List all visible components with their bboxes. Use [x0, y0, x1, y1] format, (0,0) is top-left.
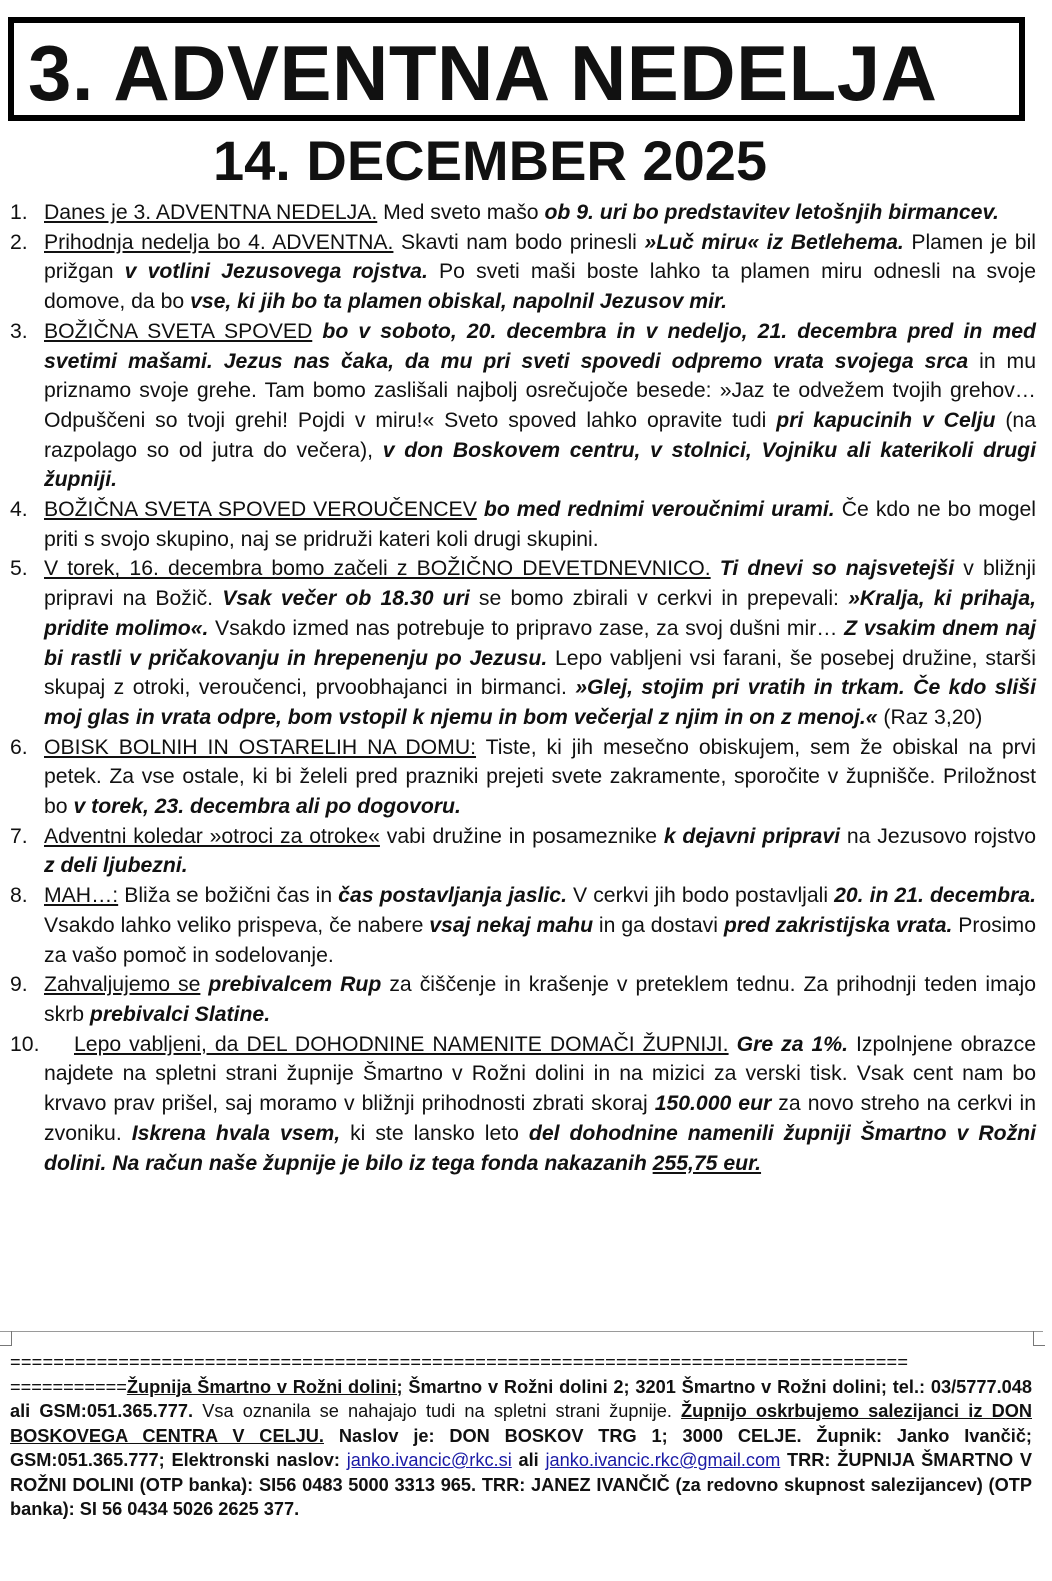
announcements-list — [10, 198, 1036, 1178]
item-heading: Adventni koledar »otroci za otroke« — [44, 824, 380, 848]
list-item: 10. Lepo vabljeni, da DEL DOHODNINE NAMENITE DOMAČI ŽUPNIJI. Gre za 1%. Izpolnjene obrazce najdete na spletni strani župnije Šmartno v Rožni dolini in na mizici za verski tisk. Vsak cent nam bo krvavo prav prišel, saj moramo v bližnji prihodnosti zbrati skoraj 150.000 eur za novo streho na cerkvi in zvoniku. Iskrena hvala vsem, ki ste lansko leto del dohodnine namenili župniji Šmartno v Rožni dolini. Na račun naše župnije je bilo iz tega fonda nakazanih 255,75 eur. — [10, 1030, 1036, 1179]
item-heading: OBISK BOLNIH IN OSTARELIH NA DOMU: — [44, 735, 477, 759]
website-info: Vsa oznanila se nahajajo tudi na spletni strani župnije. — [193, 1401, 682, 1421]
item-number: 4. — [10, 498, 28, 522]
item-number: 3. — [10, 319, 28, 343]
list-item: 5. V torek, 16. decembra bomo začeli z BOŽIČNO DEVETDNEVNICO. Ti dnevi so najsvetejši v bližnji pripravi na Božič. Vsak večer ob 18.30 uri se bomo zbirali v cerkvi in prepevali: »Kralja, ki prihaja, pridite molimo«. Vsakdo izmed nas potrebuje to pripravo zase, za svoj dušni mir… Z vsakim dnem naj bi rastli v pričakovanju in hrepenenju po Jezusu. Lepo vabljeni vsi farani, še posebej družine, starši skupaj z otroki, veroučenci, prvoobhajanci in birmanci. »Glej, stojim pri vratih in trkam. Če kdo sliši moj glas in vrata odpre, bom vstopil k njemu in bom večerjal z njim in on z menoj.« (Raz 3,20) — [10, 554, 1036, 732]
list-item: 7. Adventni koledar »otroci za otroke« vabi družine in posameznike k dejavni pripravi na Jezusovo rojstvo z deli ljubezni. — [10, 822, 1036, 881]
item-number: 5. — [10, 557, 28, 581]
item-number: 1. — [10, 201, 28, 224]
item-number: 9. — [10, 973, 28, 997]
title-box — [8, 17, 1025, 121]
page-title: 3. ADVENTNA NEDELJA — [28, 29, 938, 117]
page-date: 14. DECEMBER 2025 — [212, 129, 767, 192]
item-heading: Prihodnja nedelja bo 4. ADVENTNA. — [44, 230, 394, 254]
item-heading: Danes je 3. ADVENTNA NEDELJA. — [44, 201, 378, 224]
item-number: 2. — [10, 230, 28, 254]
address-info: Naslov je: DON BOSKOV TRG 1; 3000 CELJE. Župnik: Janko Ivančič; GSM:051.365.777; Elektronski naslov: — [10, 1425, 1032, 1470]
list-item: 4. BOŽIČNA SVETA SPOVED VEROUČENCEV bo med rednimi veroučnimi urami. Če kdo ne bo mogel priti s svojo skupino, naj se pridruži kateri koli drugi skupini. — [10, 495, 1036, 554]
margin-mark-right — [1033, 1331, 1045, 1346]
list-item: 1. Danes je 3. ADVENTNA NEDELJA. Med sveto mašo ob 9. uri bo predstavitev letošnjih birmancev. — [10, 198, 1036, 228]
bank-info: TRR: ŽUPNIJA ŠMARTNO V ROŽNI DOLINI (OTP banka): SI56 0483 5000 3313 965. TRR: JANEZ IVANČIČ (za redovno skupnost salezijancev) (OTP banka): SI 56 0434 5026 2625 377. — [10, 1450, 1032, 1519]
item-number: 8. — [10, 884, 28, 908]
page-divider — [0, 1331, 1043, 1332]
item-number: 10. — [10, 1032, 40, 1056]
separator-line-short: =========== — [10, 1376, 127, 1397]
email-link-2[interactable]: janko.ivancic.rkc@gmail.com — [545, 1450, 781, 1470]
list-item: 6. OBISK BOLNIH IN OSTARELIH NA DOMU: Tiste, ki jih mesečno obiskujem, sem že obiskal na prvi petek. Za vse ostale, ki bi želeli pred prazniki prejeti svete zakramente, sporočite v župnišče. Priložnost bo v torek, 23. decembra ali po dogovoru. — [10, 733, 1036, 822]
parish-contact: Šmartno v Rožni dolini 2; 3201 Šmartno v Rožni dolini; tel.: 03/5777.048 ali GSM:051.365.777. — [10, 1376, 1032, 1421]
list-item: 3. BOŽIČNA SVETA SPOVED bo v soboto, 20. decembra in v nedeljo, 21. decembra pred in med svetimi mašami. Jezus nas čaka, da mu pri sveti spovedi odpremo vrata svojega srca in mu priznamo svoje grehe. Tam bomo zaslišali najbolj osrečujoče besede: »Jaz te odvežem tvojih grehov…Odpuščeni so tvoji grehi! Pojdi v miru!« Sveto spoved lahko opravite tudi pri kapucinih v Celju (na razpolago so od jutra do večera), v don Boskovem centru, v stolnici, Vojniku ali katerikoli drugi župniji. — [10, 317, 1036, 495]
list-item: 8. MAH…: Bliža se božični čas in čas postavljanja jaslic. V cerkvi jih bodo postavljali 20. in 21. decembra. Vsakdo lahko veliko prispeva, če nabere vsaj nekaj mahu in ga dostavi pred zakristijska vrata. Prosimo za vašo pomoč in sodelovanje. — [10, 881, 1036, 970]
margin-mark-left — [0, 1331, 12, 1346]
item-heading: MAH…: — [44, 884, 119, 908]
email-link-1[interactable]: janko.ivancic@rkc.si — [346, 1450, 512, 1470]
item-heading: Zahvaljujemo se — [44, 973, 201, 997]
item-number: 6. — [10, 735, 28, 759]
item-heading: BOŽIČNA SVETA SPOVED VEROUČENCEV — [44, 498, 477, 522]
parish-footer: =================================================================================== ===========Župnija Šmartno v Rožni dolini; Šmartno v Rožni dolini 2; 3201 Šmartno v Rožni dolini; tel.: 03/5777.048 ali GSM:051.365.777. Vsa oznanila se nahajajo tudi na spletni strani župnije. Župnijo oskrbujemo salezijanci iz DON BOSKOVEGA CENTRA V CELJU. Naslov je: DON BOSKOV TRG 1; 3000 CELJE. Župnik: Janko Ivančič; GSM:051.365.777; Elektronski naslov: janko.ivancic@rkc.si ali janko.ivancic.rkc@gmail.com TRR: ŽUPNIJA ŠMARTNO V ROŽNI DOLINI (OTP banka): SI56 0483 5000 3313 965. TRR: JANEZ IVANČIČ (za redovno skupnost salezijancev) (OTP banka): SI 56 0434 5026 2625 377. — [10, 1352, 1032, 1519]
item-heading: BOŽIČNA SVETA SPOVED — [44, 319, 313, 343]
item-number: 7. — [10, 824, 28, 848]
list-item: 2. Prihodnja nedelja bo 4. ADVENTNA. Skavti nam bodo prinesli »Luč miru« iz Betlehema. Plamen je bil prižgan v votlini Jezusovega rojstva. Po sveti maši boste lahko ta plamen miru odnesli na svoje domove, da bo vse, ki jih bo ta plamen obiskal, napolnil Jezusov mir. — [10, 228, 1036, 317]
list-item: 9. Zahvaljujemo se prebivalcem Rup za čiščenje in krašenje v preteklem tednu. Za prihodnji teden imajo skrb prebivalci Slatine. — [10, 970, 1036, 1029]
item-heading: V torek, 16. decembra bomo začeli z BOŽIČNO DEVETDNEVNICO. — [44, 557, 711, 581]
item-heading: Lepo vabljeni, da DEL DOHODNINE NAMENITE DOMAČI ŽUPNIJI. — [74, 1032, 729, 1056]
salesians-info: Župnijo oskrbujemo salezijanci iz DON BOSKOVEGA CENTRA V CELJU. — [10, 1401, 1032, 1446]
parish-name: Župnija Šmartno v Rožni dolini; — [126, 1376, 403, 1397]
separator-line: =================================================================================== — [10, 1352, 909, 1372]
